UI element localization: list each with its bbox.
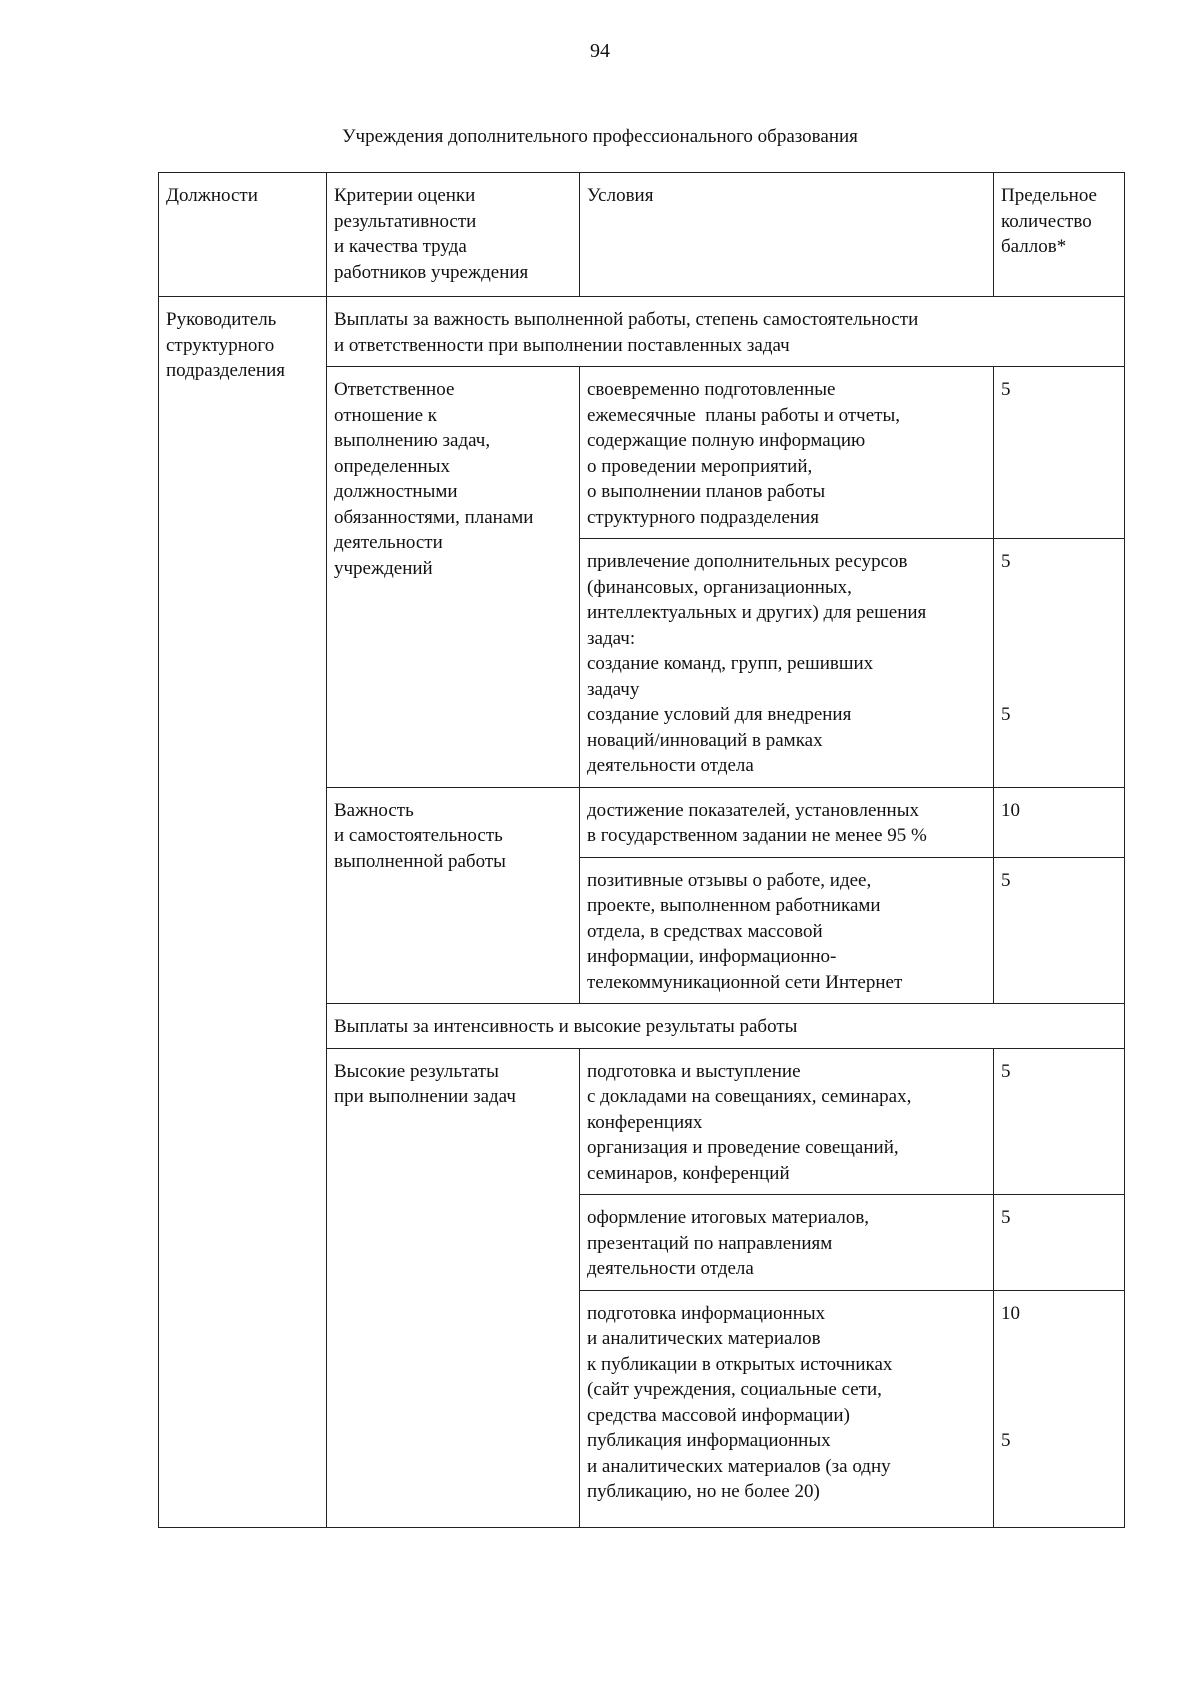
text-line: учреждений — [334, 557, 433, 579]
text-line: деятельности — [334, 532, 443, 553]
points-cell: 5 — [994, 1048, 1125, 1195]
table-row — [159, 297, 1125, 367]
criteria-importance — [327, 787, 580, 1004]
criteria-high-results — [327, 1048, 580, 1527]
text-line: телекоммуникационной сети Интернет — [587, 971, 903, 993]
text-line: Важность — [334, 799, 414, 821]
points-cell: 5 — [994, 1195, 1125, 1291]
points-cell: 10 — [994, 787, 1125, 857]
text-line: деятельности отдела — [587, 755, 754, 776]
points-cell: 5 5 — [994, 539, 1125, 788]
text-line: деятельности отдела — [587, 1258, 754, 1279]
text-line: интеллектуальных и других) для решения — [587, 602, 927, 623]
criteria-responsible — [327, 367, 580, 788]
text-line: выполненной работы — [334, 850, 506, 872]
text-line: презентаций по направлениям — [587, 1232, 833, 1254]
table-header-row — [159, 173, 1125, 297]
text-line: позитивные отзывы о работе, идее, — [587, 869, 872, 891]
condition-publications — [580, 1290, 994, 1527]
condition-attract-resources — [580, 539, 994, 788]
text-line: о выполнении планов работы — [587, 481, 826, 502]
header-points — [994, 173, 1125, 297]
section-intensity — [327, 1004, 1125, 1049]
header-position — [159, 173, 327, 297]
text-line: ежемесячные планы работы и отчеты, — [587, 404, 900, 426]
condition-state-task — [580, 787, 994, 857]
criteria-table — [158, 172, 1125, 1528]
text-line: структурного подразделения — [587, 506, 819, 528]
text-line: и аналитических материалов — [587, 1328, 821, 1349]
text-line: и ответственности при выполнении поставленных задач — [334, 334, 790, 356]
condition-reports — [580, 1048, 994, 1195]
text-line: Выплаты за важность выполненной работы, степень самостоятельности — [334, 309, 919, 330]
text-line: количество — [1001, 210, 1092, 232]
points-cell: 5 — [994, 857, 1125, 1004]
text-line: публикацию, но не более 20) — [587, 1481, 820, 1502]
condition-final-materials — [580, 1195, 994, 1291]
text-line: привлечение дополнительных ресурсов — [587, 551, 908, 572]
text-line: Высокие результаты — [334, 1060, 499, 1082]
condition-positive-reviews — [580, 857, 994, 1004]
section-importance — [327, 297, 1125, 367]
header-conditions — [580, 173, 994, 297]
text-line: конференциях — [587, 1111, 703, 1133]
text-line: новаций/инноваций в рамках — [587, 729, 823, 751]
text-line: (финансовых, организационных, — [587, 576, 852, 598]
text-line: подготовка и выступление — [587, 1060, 801, 1082]
text-line: оформление итоговых материалов, — [587, 1207, 870, 1228]
text-line: и самостоятельность — [334, 825, 503, 846]
text-line: Предельное — [1001, 185, 1097, 206]
text-line: создание команд, групп, решивших — [587, 653, 874, 674]
text-line: должностными — [334, 481, 458, 502]
text-line: проекте, выполненном работниками — [587, 895, 881, 916]
text-line: Ответственное — [334, 379, 455, 400]
text-line: обязанностями, планами — [334, 506, 534, 528]
text-line: организация и проведение совещаний, — [587, 1137, 899, 1158]
page-number: 94 — [590, 40, 610, 62]
text-line: и качества труда — [334, 236, 467, 257]
text-line: баллов* — [1001, 236, 1067, 257]
text-line: о проведении мероприятий, — [587, 455, 813, 477]
points-cell: 5 — [994, 367, 1125, 539]
text-line: достижение показателей, установленных — [587, 799, 919, 821]
position-cell — [159, 297, 327, 1528]
condition-timely-plans — [580, 367, 994, 539]
text-line: публикация информационных — [587, 1430, 831, 1451]
text-line: Условия — [587, 185, 654, 206]
text-line: средства массовой информации) — [587, 1404, 850, 1426]
text-line: своевременно подготовленные — [587, 379, 836, 400]
points-cell: 10 5 — [994, 1290, 1125, 1527]
text-line: отношение к — [334, 404, 438, 426]
text-line: к публикации в открытых источниках — [587, 1353, 893, 1375]
text-line: (сайт учреждения, социальные сети, — [587, 1379, 882, 1400]
text-line: Руководитель — [166, 309, 277, 330]
text-line: отдела, в средствах массовой — [587, 920, 823, 942]
text-line: выполнению задач, — [334, 430, 491, 451]
header-criteria — [327, 173, 580, 297]
text-line: информации, информационно- — [587, 946, 837, 967]
text-line: в государственном задании не менее 95 % — [587, 825, 927, 846]
text-line: задачу — [587, 678, 640, 700]
text-line: семинаров, конференций — [587, 1162, 790, 1184]
text-line: определенных — [334, 455, 450, 477]
text-line: с докладами на совещаниях, семинарах, — [587, 1086, 912, 1107]
text-line: Должности — [166, 185, 258, 206]
text-line: подразделения — [166, 360, 285, 381]
text-line: задач: — [587, 627, 636, 649]
text-line: содержащие полную информацию — [587, 430, 866, 451]
text-line: при выполнении задач — [334, 1086, 516, 1107]
text-line: структурного — [166, 334, 275, 356]
text-line: Выплаты за интенсивность и высокие результаты работы — [334, 1016, 798, 1037]
text-line: и аналитических материалов (за одну — [587, 1455, 891, 1477]
document-title: Учреждения дополнительного профессионального образования — [342, 126, 858, 147]
text-line: создание условий для внедрения — [587, 704, 852, 725]
text-line: работников учреждения — [334, 261, 529, 283]
text-line: результативности — [334, 210, 477, 232]
text-line: Критерии оценки — [334, 185, 476, 206]
text-line: подготовка информационных — [587, 1302, 826, 1324]
